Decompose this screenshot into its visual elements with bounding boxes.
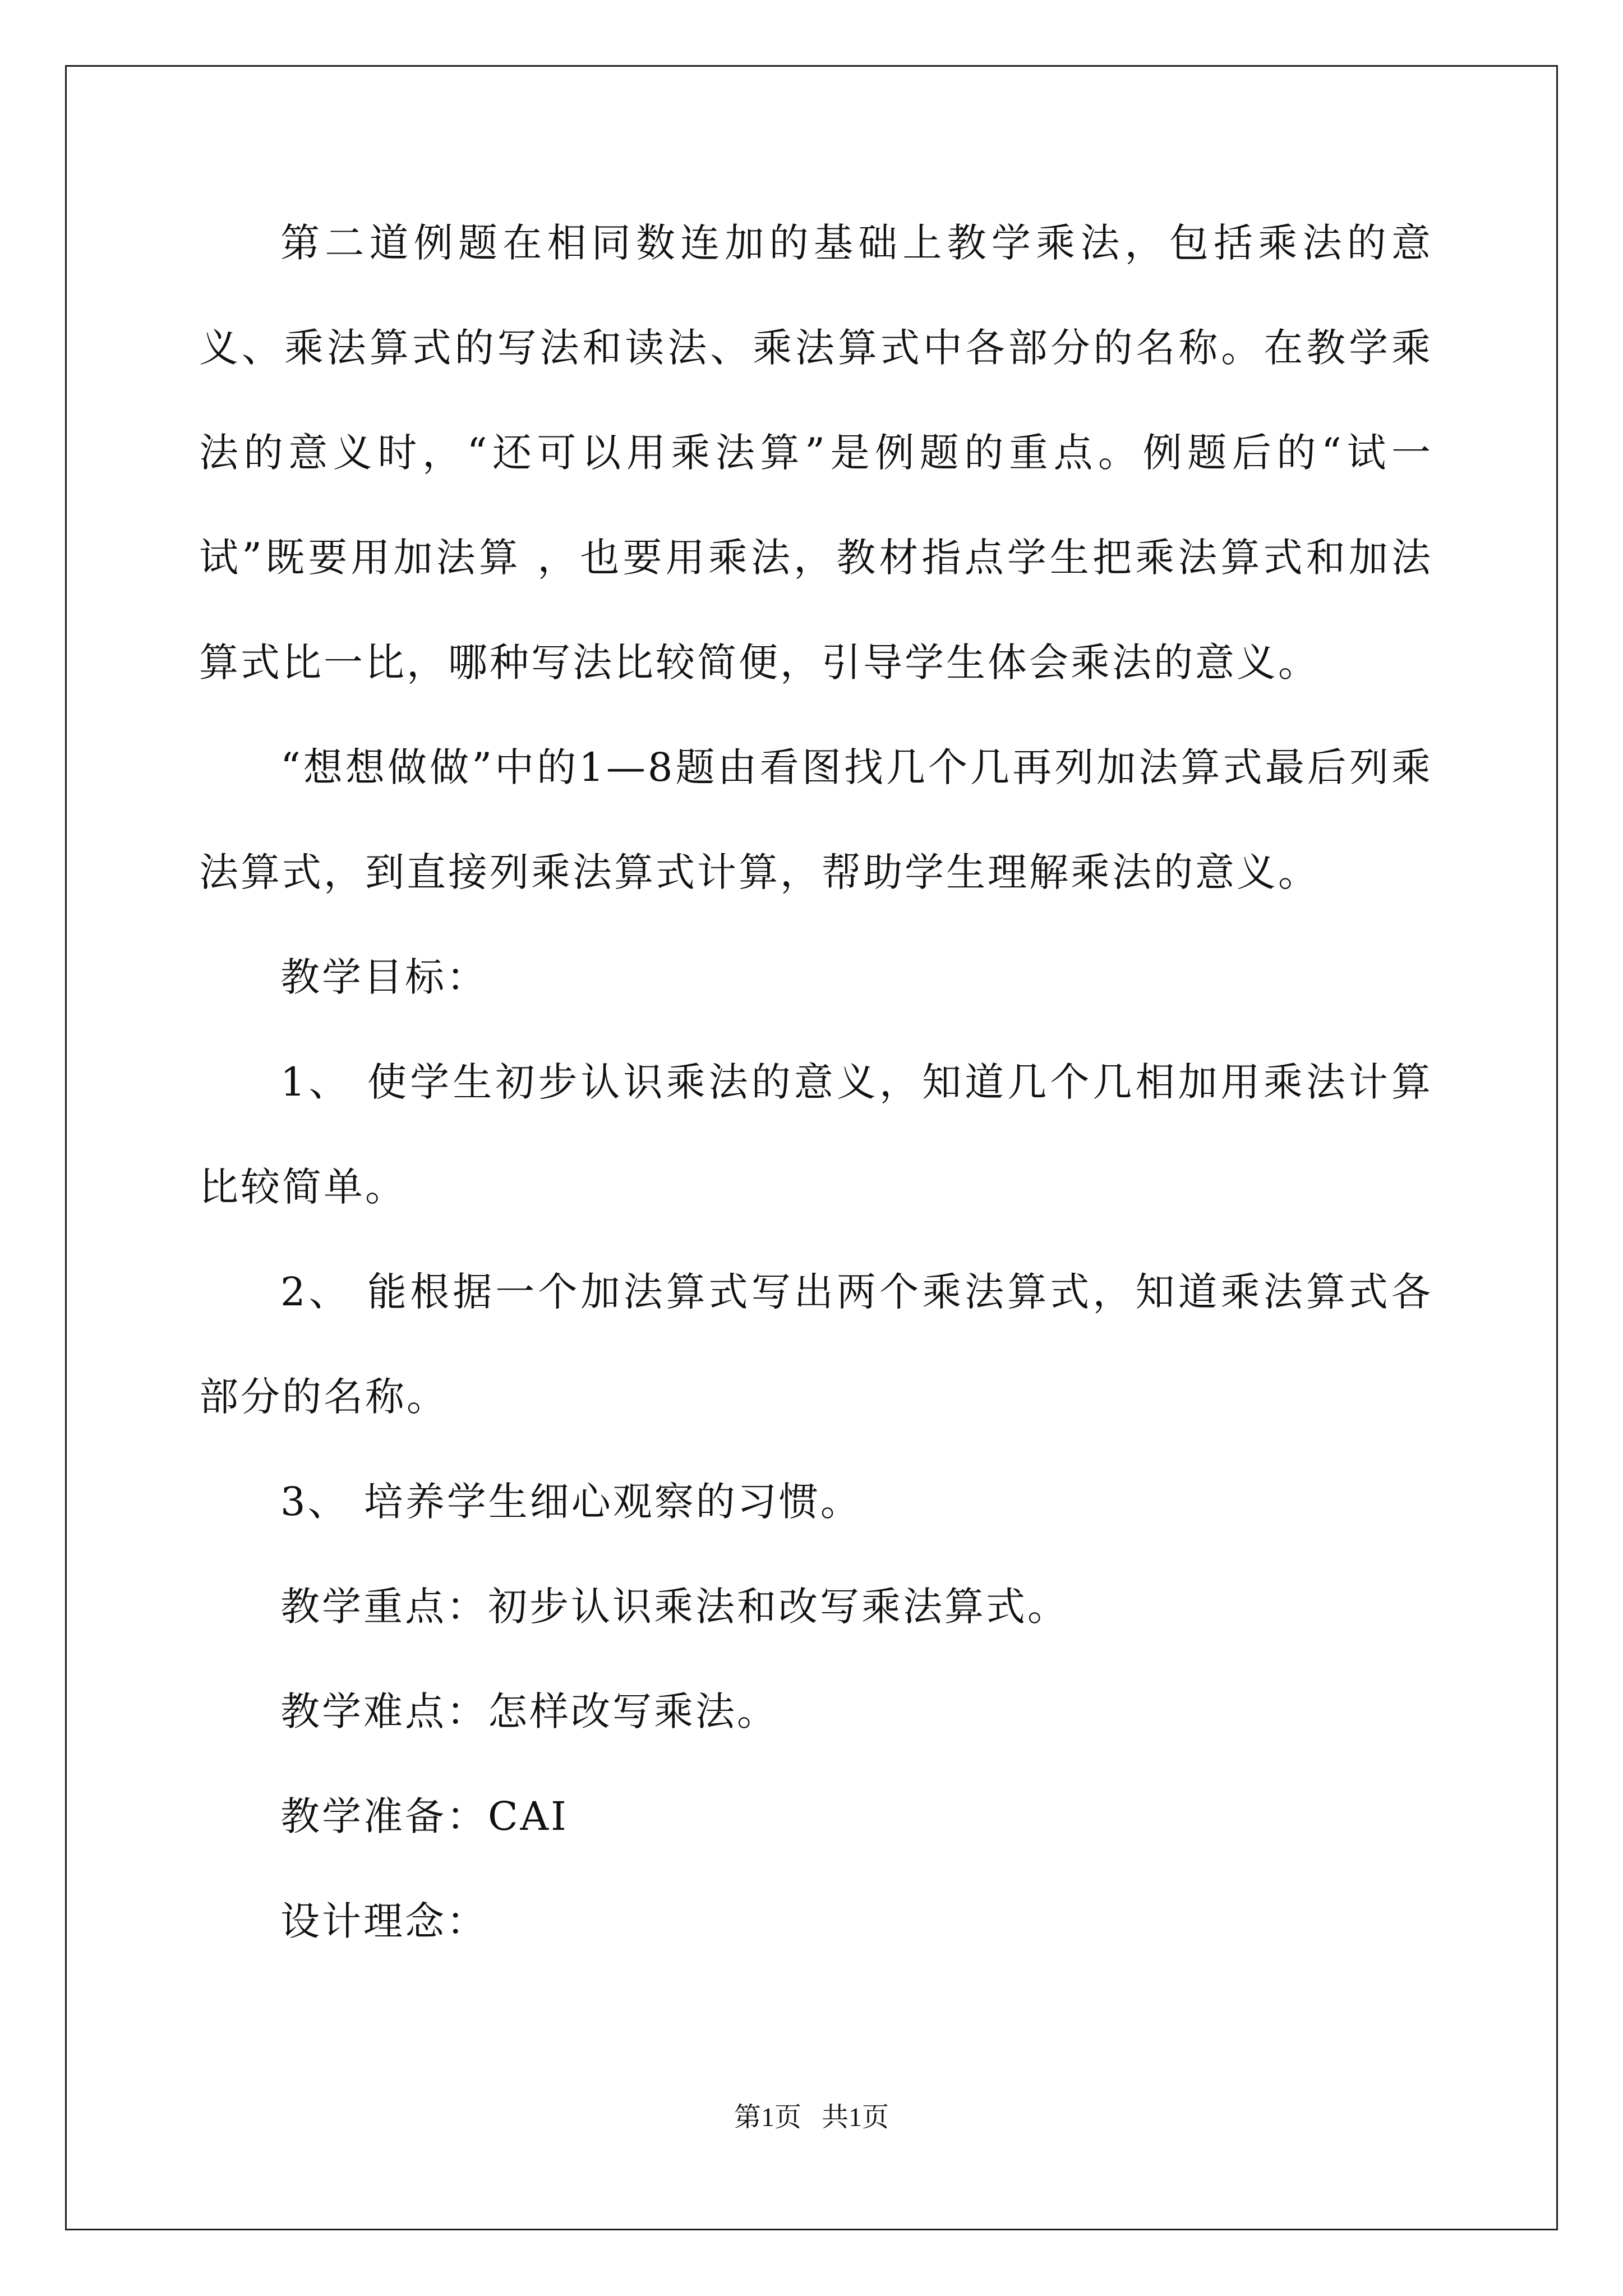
paragraph-exercises: “想想做做”中的1—8题由看图找几个几再列加法算式最后列乘法算式，到直接列乘法算式计算，帮助学生理解乘法的意义。 xyxy=(199,744,1433,895)
goal-item-3: 3、 培养学生细心观察的习惯。 xyxy=(280,1479,862,1525)
heading-teaching-goals: 教学目标： xyxy=(280,954,488,1000)
document-body xyxy=(199,191,1433,1974)
goal-item-2: 2、 能根据一个加法算式写出两个乘法算式，知道乘法算式各部分的名称。 xyxy=(199,1269,1433,1420)
page-total: 共1页 xyxy=(822,2102,889,2132)
page-footer xyxy=(0,2095,1623,2134)
paragraph-intro: 第二道例题在相同数连加的基础上教学乘法，包括乘法的意义、乘法算式的写法和读法、乘法算式中各部分的名称。在教学乘法的意义时，“还可以用乘法算”是例题的重点。例题后的“试一试”既要用加法算 ，也要用乘法，教材指点学生把乘法算式和加法算式比一比，哪种写法比较简便，引导学生体会乘法的意义。 xyxy=(199,220,1433,685)
teaching-preparation: 教学准备：CAI xyxy=(280,1793,569,1839)
teaching-difficulty: 教学难点：怎样改写乘法。 xyxy=(280,1688,778,1734)
design-concept: 设计理念： xyxy=(280,1898,488,1944)
goal-item-1: 1、 使学生初步认识乘法的意义，知道几个几相加用乘法计算比较简单。 xyxy=(199,1059,1433,1210)
page-number: 第1页 xyxy=(734,2102,801,2132)
teaching-focus: 教学重点：初步认识乘法和改写乘法算式。 xyxy=(280,1584,1069,1630)
